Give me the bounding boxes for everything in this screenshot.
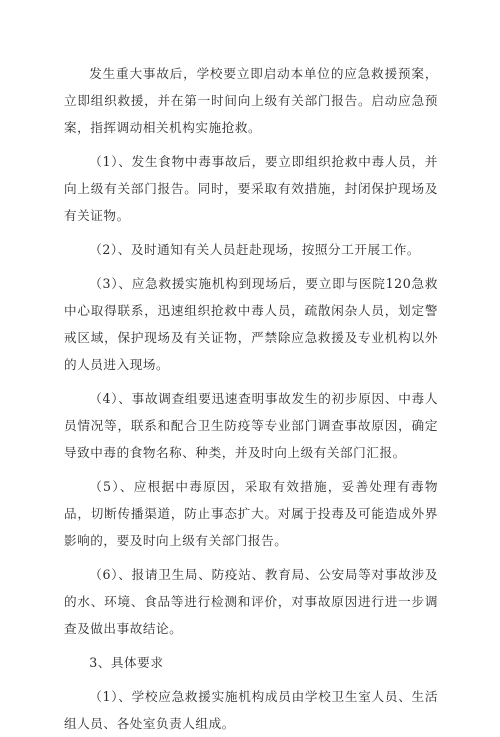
paragraph-step-5: （5）、应根据中毒原因，采取有效措施，妥善处理有毒物品，切断传播渠道，防止事态扩大。对属于投毒及可能造成外界影响的，要及时向上级有关部门报告。 [64, 479, 438, 548]
paragraph-step-6: （6）、报请卫生局、防疫站、教育局、公安局等对事故涉及的水、环境、食品等进行检测和评价，对事故原因进行进一步调查及做出事故结论。 [64, 567, 438, 636]
paragraph-step-2: （2）、及时通知有关人员赶赴现场，按照分工开展工作。 [89, 242, 421, 257]
paragraph-step-4: （4）、事故调查组要迅速查明事故发生的初步原因、中毒人员情况等，联系和配合卫生防疫等专业部门调查事故原因，确定导致中毒的食物名称、种类，并及时向上级有关部门汇报。 [64, 391, 438, 460]
section-heading-requirements: 3、具体要求 [89, 655, 164, 670]
paragraph-step-3: （3）、应急救援实施机构到现场后，要立即与医院120急救中心取得联系，迅速组织抢救中毒人员，疏散闲杂人员，划定警戒区域，保护现场及有关证物，严禁除应急救援及专业机构以外的人员进入现场。 [64, 276, 438, 372]
paragraph-requirement-1: （1）、学校应急救援实施机构成员由学校卫生室人员、生活组人员、各处室负责人组成。 [64, 689, 438, 731]
paragraph-emergency-response: 发生重大事故后，学校要立即启动本单位的应急救援预案，立即组织救援，并在第一时间向上级有关部门报告。启动应急预案，指挥调动相关机构实施抢救。 [64, 66, 438, 135]
paragraph-step-1: （1）、发生食物中毒事故后，要立即组织抢救中毒人员，并向上级有关部门报告。同时，要采取有效措施，封闭保护现场及有关证物。 [64, 154, 438, 223]
